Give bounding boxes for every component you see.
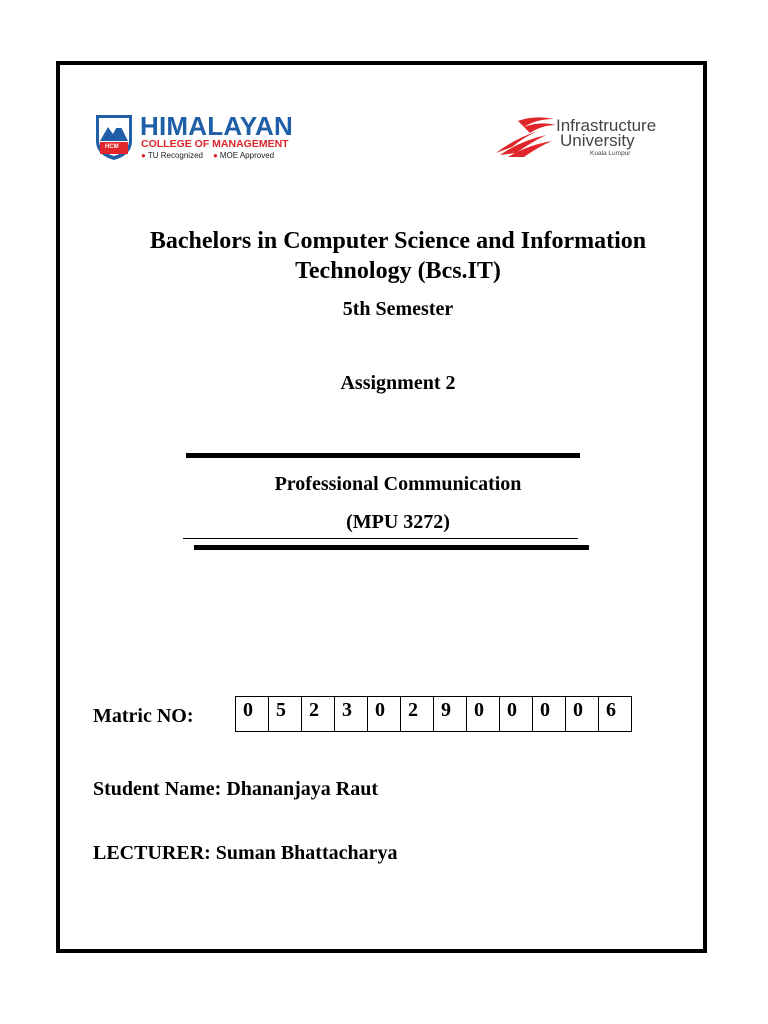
- infrastructure-university-logo: [494, 113, 674, 161]
- matric-digit: 6: [599, 697, 632, 732]
- semester: 5th Semester: [342, 298, 454, 320]
- divider-bottom: [194, 545, 589, 550]
- matric-number-table: [235, 696, 632, 732]
- matric-digit: 9: [434, 697, 467, 732]
- swoosh-icon: [494, 113, 560, 159]
- matric-digit: 2: [302, 697, 335, 732]
- page-border: [56, 61, 707, 953]
- degree-title-line-1: Bachelors in Computer Science and Information: [149, 228, 647, 254]
- lecturer-name: LECTURER: Suman Bhattacharya: [93, 842, 398, 864]
- matric-digit: 3: [335, 697, 368, 732]
- logo-tag-2: ● MOE Approved: [213, 151, 275, 160]
- degree-title: [60, 226, 736, 286]
- student-name: Student Name: Dhananjaya Raut: [93, 778, 379, 800]
- matric-digit: 5: [269, 697, 302, 732]
- matric-digit: 2: [401, 697, 434, 732]
- matric-digit: 0: [566, 697, 599, 732]
- logo-subtitle: COLLEGE OF MANAGEMENT: [141, 138, 289, 150]
- logo-badge-text: HCM: [105, 144, 119, 150]
- logo-line-3: Kuala Lumpur: [590, 150, 631, 157]
- matric-label: Matric NO:: [93, 705, 194, 727]
- logo-line-1: Infrastructure: [556, 116, 657, 135]
- degree-title-line-2: Technology (Bcs.IT): [295, 258, 501, 284]
- matric-digit: 0: [368, 697, 401, 732]
- divider-top: [186, 453, 580, 458]
- shield-icon: [94, 111, 134, 161]
- assignment-title: Assignment 2: [340, 372, 456, 394]
- matric-digit: 0: [236, 697, 269, 732]
- module-name: Professional Communication: [274, 473, 522, 495]
- logo-name: HIMALAYAN: [140, 111, 294, 141]
- matric-digit: 0: [500, 697, 533, 732]
- logo-tag-1: ● TU Recognized: [141, 151, 203, 160]
- logo-line-2: University: [560, 131, 635, 150]
- himalayan-college-logo: [94, 111, 294, 163]
- matric-digit: 0: [533, 697, 566, 732]
- matric-digit: 0: [467, 697, 500, 732]
- divider-thin: [183, 538, 578, 539]
- module-code: (MPU 3272): [346, 511, 450, 533]
